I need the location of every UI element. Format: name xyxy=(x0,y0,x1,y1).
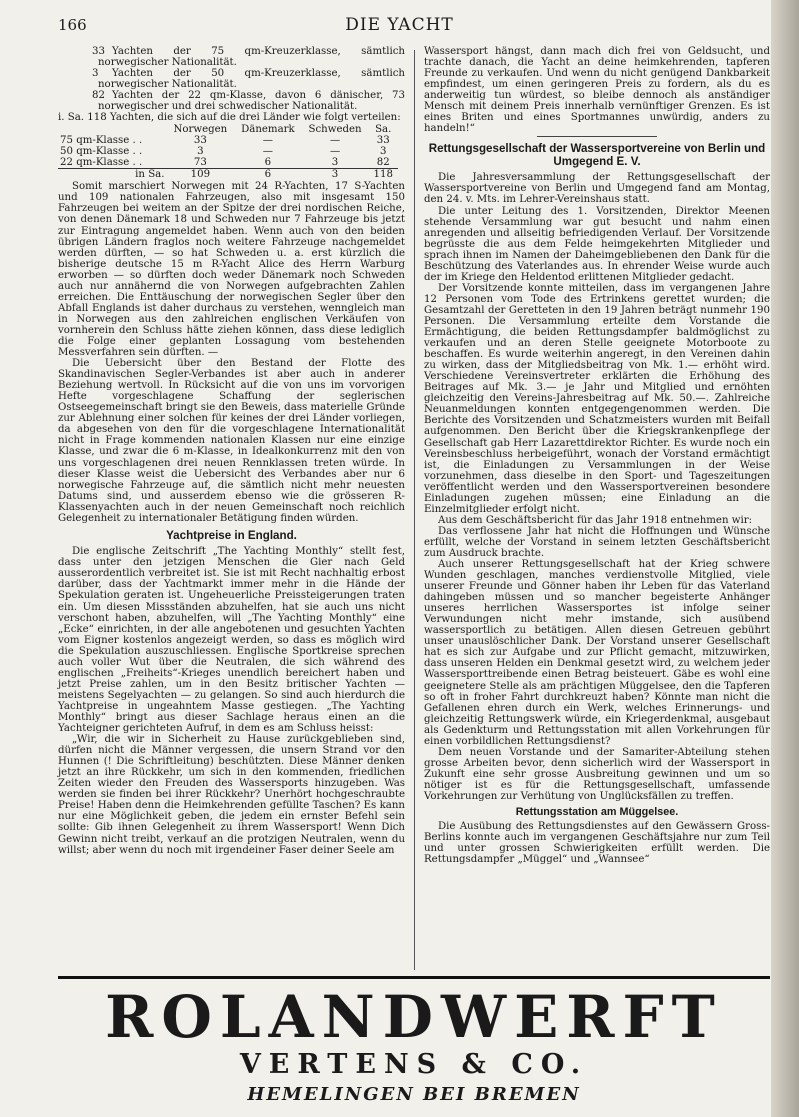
page-title: DIE YACHT xyxy=(345,15,454,35)
list-count: 82 xyxy=(92,90,105,102)
list-count: 3 xyxy=(92,68,99,80)
table-header: Sa. xyxy=(375,124,392,136)
list-item xyxy=(58,90,405,112)
summary-line: i. Sa. 118 Yachten, die sich auf die drei Länder wie folgt verteilen: xyxy=(58,112,401,124)
list-text: Yachten der 22 qm-Klasse, davon 6 dänischer, 73 norwegischer und drei schwedischer Nationalität. xyxy=(98,90,405,113)
table-cell: 75 qm-Klasse . . xyxy=(60,135,143,147)
table-header: Dänemark xyxy=(241,124,295,136)
ad-location: HEMELINGEN BEI BREMEN xyxy=(247,1084,581,1105)
table-cell: 118 xyxy=(368,169,398,181)
table-cell: 6 xyxy=(234,169,301,181)
list-item xyxy=(58,68,405,90)
table-cell: 50 qm-Klasse . . xyxy=(60,146,143,158)
table-cell: 109 xyxy=(167,169,235,181)
table-cell: 3 xyxy=(302,169,369,181)
table-cell: — xyxy=(329,146,341,158)
table-cell: 3 xyxy=(379,146,387,158)
table-total-row xyxy=(58,169,398,181)
ad-owner-line: VERTENS & CO. xyxy=(239,1049,589,1080)
paragraph: Die Uebersicht über den Bestand der Flotte des Skandinavischen Segler-Verbandes ist aber auch in anderer Beziehung wertvoll. In Rücksicht auf die von uns im vorvorigen Hefte vorgeschlagene Schaffung der seglerischen Ostseegemeinschaft bringt sie den Beweis, dass materielle Gründe zur Ablehnung einer solchen für keines der drei Länder vorliegen, da abgesehen von den für die vorgeschlagene Internationalität nicht in Frage kommenden nationalen Klassen nur eine einzige Klasse, und zwar die 6 m-Klasse, in Idealkonkurrenz mit den von uns vorgeschlagenen drei neuen Rennklassen treten würde. In dieser Klasse weist die Uebersicht des Verbandes aber nur 6 norwegische Fahrzeuge auf, die sämtlich nicht mehr neuesten Datums sind, und ausserdem ebenso wie die grösseren R-Klassenyachten auch in der neuen Gemeinschaft noch reichlich Gelegenheit zu internationaler Betätigung finden würden. xyxy=(58,358,405,524)
table-row xyxy=(58,157,398,169)
table-cell: 3 xyxy=(197,146,204,158)
paragraph: Somit marschiert Norwegen mit 24 R-Yachten, 17 S-Yachten und 109 nationalen Fahrzeugen, also mit insgesamt 150 Fahrzeugen bei weitem an der Spitze der drei nordischen Reiche, von denen Dänemark 18 und Schweden nur 7 Fahrzeuge bis jetzt zur Eintragung angemeldet haben. Wenn auch von den beiden übrigen Ländern fraglos noch weitere Fahrzeuge nachgemeldet werden dürften, — so hat Schweden u. a. erst kürzlich die bisherige deutsche 15 m R-Yacht Alice des Herrn Warburg erworben — so dürften doch weder Dänemark noch Schweden auch nur annähernd die von Norwegen aufgebrachten Zahlen erreichen. Die Enttäuschung der norwegischen Segler über den Abfall Englands ist daher durchaus zu verstehen, wenngleich man in Norwegen aus den zahlreichen englischen Verkäufen von vornherein den Schluss hätte ziehen können, dass diese lediglich die Folge einer geplanten Lossagung vom bestehenden Messverfahren sein dürften. — xyxy=(58,181,405,359)
list-text: Yachten der 75 qm-Kreuzerklasse, sämtlich norwegischer Nationalität. xyxy=(98,46,405,69)
advertisement xyxy=(58,976,770,1109)
table-row xyxy=(58,146,398,157)
class-table xyxy=(58,124,398,180)
paragraph: Die Ausübung des Rettungsdienstes auf den Gewässern Gross-Berlins konnte auch im vergangenen Geschäftsjahre nur zum Teil und unter grossen Schwierigkeiten erfüllt werden. Die Rettungsdampfer „Müggel“ und „Wannsee“ xyxy=(424,820,770,865)
table-cell: 73 xyxy=(193,157,207,169)
right-column xyxy=(424,46,770,865)
paragraph: Das verflossene Jahr hat nicht die Hoffnungen und Wünsche erfüllt, welche der Vorstand in seinem letzten Geschäftsbericht zum Ausdruck brachte. xyxy=(424,525,770,559)
paragraph: Der Vorsitzende konnte mitteilen, dass im vergangenen Jahre 12 Personen vom Tode des Ertrinkens gerettet wurden; die Gesamtzahl der Geretteten in den 19 Jahren beträgt nunmehr 190 Personen. Die Versammlung erteilte dem Vorstande die Ermächtigung, die beiden Rettungsdampfer baldmöglichst zu verkaufen und an deren Stelle geeignete Motorboote zu beschaffen. Es wurde weiterhin angeregt, in den Vereinen dahin zu wirken, dass der Mitgliedsbeitrag von Mk. 1.— erhöht wird. Verschiedene Vereinsvertreter erklärten die Erhöhung des Beitrages auf Mk. 3.— je Jahr und Mitglied und ernöhten gleichzeitig den Vereins-Jahresbeitrag auf Mk. 50.—. Zahlreiche Neuanmeldungen konnten entgegengenommen werden. Die Berichte des Vorsitzenden und Schatzmeisters wurden mit Beifall aufgenommen. Den Bericht über die Kriegskrankenpflege der Gesellschaft gab Herr Lazarettdirektor Richter. Es wurde noch ein Vereinsbeschluss herbeigeführt, wonach der Vorstand ermächtigt ist, die Einladungen zu Versammlungen in der Weise vorzunehmen, dass dieselbe in den Sport- und Tageszeitungen veröffentlicht werden und den Wassersportvereinen besondere Einladungen zugehen müssen; eine Einladung an die Einzelmitglieder erfolgt nicht. xyxy=(424,282,770,515)
paragraph: Die englische Zeitschrift „The Yachting Monthly“ stellt fest, dass unter den jetzigen Menschen die Gier nach Geld ausserordentlich verbreitet ist. Sie ist mit Recht nachhaltig erbost darüber, dass der Yachtmarkt immer mehr in die Hände der Spekulation geraten ist. Ungeheuerliche Preissteigerungen traten ein. Um diesen Missständen abzuhelfen, hat sie auch uns nicht verschont haben, abzuhelfen, will „The Yachting Monthly“ eine „Ecke“ einrichten, in der alle angebotenen und gesuchten Yachten vom Eigner kostenlos angezeigt werden, so dass es möglich wird die Spekulation auszuschliessen. Englische Sportkreise sprechen auch voller Wut über die Neutralen, die sich während des englischen „Freiheits“-Krieges unendlich bereichert haben und jetzt Preise zahlen, um in den Besitz britischer Yachten — meistens Segelyachten — zu gelangen. So sind auch hierdurch die Yachtpreise in ungeahntem Masse gestiegen. „The Yachting Monthly“ bringt aus dieser Sachlage heraus einen an die Yachteigner gerichteten Aufruf, in dem es am Schluss heisst: xyxy=(58,546,405,735)
left-column xyxy=(58,46,405,856)
table-header: Norwegen xyxy=(173,124,228,136)
table-cell: 22 qm-Klasse . . xyxy=(60,157,143,169)
table-cell: 6 xyxy=(264,157,272,169)
paragraph: Die Jahresversammlung der Rettungsgesellschaft der Wassersportvereine von Berlin und Umgegend fand am Montag, den 24. v. Mts. im Lehrer-Vereinshaus statt. xyxy=(424,172,770,206)
section-heading: Yachtpreise in England. xyxy=(166,528,297,542)
divider xyxy=(537,136,657,137)
paragraph: „Wir, die wir in Sicherheit zu Hause zurückgeblieben sind, dürfen nicht die Männer vergessen, die unsern Strand vor den Hunnen (! Die Schriftleitung) beschützten. Diese Männer denken jetzt an ihre Rückkehr, um sich in den kommenden, friedlichen Zeiten wieder den Freuden des Wassersports hinzugeben. Was werden sie finden bei ihrer Rückkehr? Unerhört hochgeschraubte Preise! Haben denn die Heimkehrenden gefüllte Taschen? Es kann nur eine Möglichkeit geben, die jedem ein ernster Befehl sein sollte: Gib ihnen Gelegenheit zu ihrem Wassersport! Wenn Dich Gewinn nicht treibt, verkauf an die protzigen Neutralen, wenn du willst; aber wenn du noch mit irgendeiner Faser deiner Seele am xyxy=(58,734,405,856)
paragraph: Aus dem Geschäftsbericht für das Jahr 1918 entnehmen wir: xyxy=(438,514,753,526)
list-item xyxy=(58,46,405,68)
list-count: 33 xyxy=(92,46,105,57)
paragraph: Dem neuen Vorstande und der Samariter-Abteilung stehen grosse Arbeiten bevor, denn sicherlich wird der Wassersport in Zukunft eine sehr grosse Ausbreitung gewinnen und um so nötiger ist es für die Rettungsgesellschaft, umfassende Vorkehrungen zur Verhütung von Unglücksfällen zu treffen. xyxy=(424,746,770,802)
paragraph: Wassersport hängst, dann mach dich frei von Geldsucht, und trachte danach, die Yacht an deine heimkehrenden, tapferen Freunde zu verkaufen. Und wenn du nicht genügend Dankbarkeit empfindest, um einen geringeren Preis zu fordern, als du es anderweitig tun würdest, so bleibe dennoch als anständiger Mensch mit deinem Preis innerhalb vernünftiger Grenzen. Es ist eines Briten und eines Sportmannes unwürdig, anders zu handeln!“ xyxy=(424,46,770,135)
table-cell: 33 xyxy=(193,135,207,147)
paragraph: Die unter Leitung des 1. Vorsitzenden, Direktor Meenen stehende Versammlung war gut besucht und nahm einen anregenden und allseitig befriedigenden Verlauf. Der Vorsitzende begrüsste die aus dem Felde heimgekehrten Mitglieder und sprach ihnen im Namen der Daheimgebliebenen den Dank für die Beschützung des Vaterlandes aus. In ehrender Weise wurde auch der im Kriege den Heldentod erlittenen Mitglieder gedacht. xyxy=(424,205,770,283)
binding-edge xyxy=(771,0,799,1117)
list-text: Yachten der 50 qm-Kreuzerklasse, sämtlich norwegischer Nationalität. xyxy=(98,68,405,91)
table-header: Schweden xyxy=(308,124,362,136)
ad-company-name: ROLANDWERFT xyxy=(105,983,723,1051)
column-divider xyxy=(414,50,415,970)
table-cell: in Sa. xyxy=(58,169,167,181)
paragraph: Auch unserer Rettungsgesellschaft hat der Krieg schwere Wunden geschlagen, manches verdienstvolle Mitglied, viele unserer Freunde und Gönner haben ihr Leben für das Vaterland dahingeben müssen und so mancher begeisterte Anhänger unseres herrlichen Wassersportes ist infolge seiner Verwundungen nicht mehr imstande, sich ausübend wassersportlich zu betätigen. Allen diesen Getreuen gebührt unser unauslöschlicher Dank. Der Vorstand unserer Gesellschaft hat es sich zur Aufgabe und zur Pflicht gemacht, mitzuwirken, dass unseren Helden ein Denkmal gesetzt wird, zu welchem jeder Wassersporttreibende einen Betrag beisteuert. Gäbe es wohl eine geeignetere Stelle als am prächtigen Müggelsee, den die Tapferen so oft in froher Fahrt durchkreuzt haben? Könnte man nicht die Gefallenen ehren durch ein Werk, welches Erinnerungs- und gleichzeitig Rettungswerk würde, ein Kriegerdenkmal, ausgebaut als Gedenkturm und Rettungsstation mit allen Vorkehrungen für einen vorbildlichen Rettungsdienst? xyxy=(424,559,770,747)
table-cell: — xyxy=(262,146,273,158)
table-cell: 33 xyxy=(376,135,390,147)
table-cell: — xyxy=(329,135,341,147)
page-number: 166 xyxy=(58,16,87,34)
section-heading: Rettungsstation am Müggelsee. xyxy=(515,806,679,819)
section-heading: Rettungsgesellschaft der Wassersportvereine von Berlin und Umgegend E. V. xyxy=(428,142,766,168)
table-header xyxy=(58,124,167,135)
table-header-row xyxy=(58,124,398,135)
table-cell: — xyxy=(262,135,273,147)
table-cell: 3 xyxy=(331,157,339,169)
table-row xyxy=(58,135,398,146)
table-cell: 82 xyxy=(376,157,390,169)
